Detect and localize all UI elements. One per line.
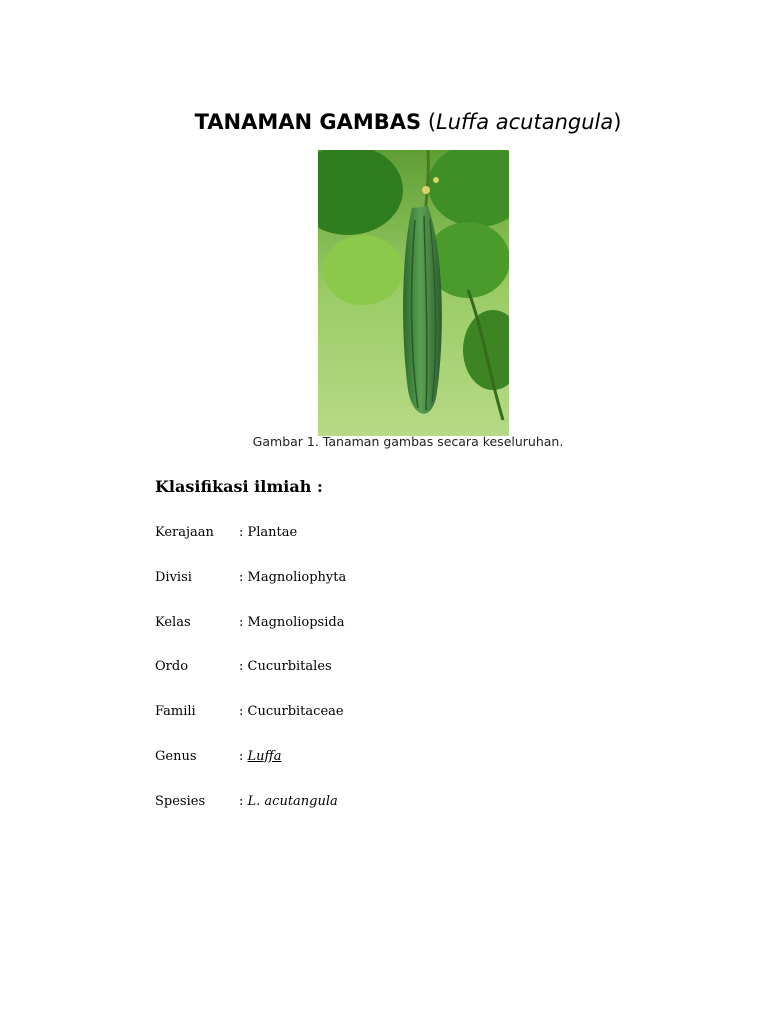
title-paren-close: ) bbox=[613, 110, 622, 134]
row-value bbox=[239, 792, 338, 812]
title-paren-open: ( bbox=[421, 110, 437, 134]
row-value-text: Magnoliopsida bbox=[247, 614, 345, 630]
row-value-text: L. acutangula bbox=[247, 793, 338, 809]
row-separator: : bbox=[239, 525, 248, 540]
classification-row-famili bbox=[155, 702, 555, 747]
row-label: Ordo bbox=[155, 659, 189, 675]
row-separator: : bbox=[239, 569, 248, 585]
classification-row-kelas bbox=[155, 613, 555, 658]
title-main: TANAMAN GAMBAS bbox=[194, 110, 422, 134]
row-value-text: Cucurbitales bbox=[247, 659, 332, 675]
row-value-text: Magnoliophyta bbox=[247, 569, 347, 585]
row-value bbox=[239, 613, 344, 633]
row-separator: : bbox=[239, 704, 248, 720]
row-label: Spesies bbox=[155, 793, 206, 809]
leaf-middle-left bbox=[323, 235, 403, 305]
title-scientific-name: Luffa acutangula bbox=[436, 110, 614, 134]
classification-row-kerajaan bbox=[155, 523, 555, 568]
row-value bbox=[239, 747, 281, 767]
classification-row-spesies bbox=[155, 792, 555, 837]
row-separator: : bbox=[239, 748, 248, 764]
classification-row-ordo bbox=[155, 657, 555, 702]
row-label: Kerajaan bbox=[155, 525, 214, 540]
row-value bbox=[239, 657, 332, 677]
row-separator: : bbox=[239, 614, 248, 630]
row-label: Genus bbox=[155, 748, 197, 764]
classification-row-divisi bbox=[155, 568, 555, 613]
row-label: Famili bbox=[155, 704, 196, 720]
page-title bbox=[0, 108, 768, 136]
luffa-plant-photo bbox=[318, 150, 509, 436]
row-value bbox=[239, 523, 297, 543]
flower-bud-1 bbox=[422, 186, 430, 194]
classification-heading: Klasifikasi ilmiah : bbox=[155, 477, 323, 496]
row-label: Kelas bbox=[155, 614, 191, 630]
luffa-plant-illustration bbox=[318, 150, 509, 436]
row-label: Divisi bbox=[155, 569, 192, 585]
figure-caption: Gambar 1. Tanaman gambas secara keseluruhan. bbox=[252, 434, 564, 449]
row-value bbox=[239, 568, 346, 588]
classification-row-genus bbox=[155, 747, 555, 792]
row-value bbox=[239, 702, 344, 722]
flower-bud-2 bbox=[433, 177, 439, 183]
genus-link[interactable]: Luffa bbox=[247, 748, 282, 764]
classification-table bbox=[155, 523, 555, 837]
row-value-text: Cucurbitaceae bbox=[247, 704, 344, 720]
row-value-text: Plantae bbox=[247, 525, 298, 540]
row-separator: : bbox=[239, 659, 248, 675]
row-separator: : bbox=[239, 793, 248, 809]
